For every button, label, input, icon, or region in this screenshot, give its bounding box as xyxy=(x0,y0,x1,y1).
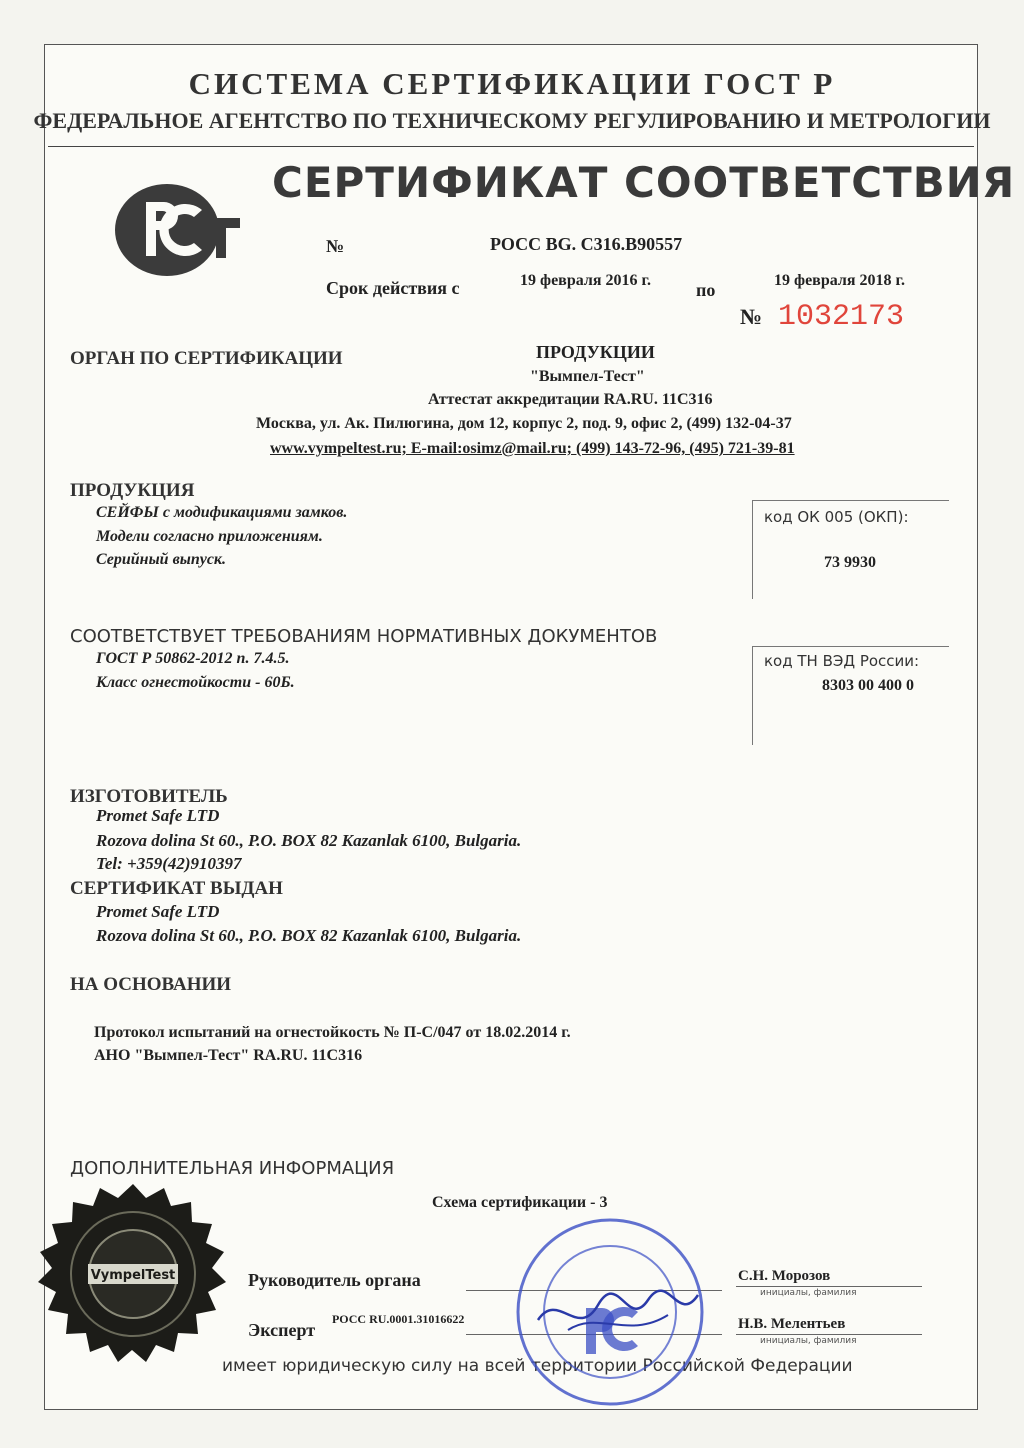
head-name-hint: инициалы, фамилия xyxy=(760,1288,857,1298)
certification-body-label: ОРГАН ПО СЕРТИФИКАЦИИ xyxy=(70,348,343,369)
expert-name: Н.В. Мелентьев xyxy=(738,1316,846,1332)
manufacturer-line: Tel: +359(42)910397 xyxy=(96,854,242,873)
basis-label: НА ОСНОВАНИИ xyxy=(70,974,232,995)
rst-logo-icon xyxy=(112,180,242,280)
to-label: по xyxy=(696,280,716,300)
issued-to-line: Promet Safe LTD xyxy=(96,902,220,921)
signature-icon xyxy=(528,1270,708,1350)
product-line: Серийный выпуск. xyxy=(96,551,227,568)
product-line: СЕЙФЫ с модификациями замков. xyxy=(96,504,348,521)
basis-line: Протокол испытаний на огнестойкость № П-С/047 от 18.02.2014 г. xyxy=(94,1024,571,1041)
manufacturer-line: Promet Safe LTD xyxy=(96,806,220,825)
tnved-code: 8303 00 400 0 xyxy=(822,677,914,694)
manufacturer-label: ИЗГОТОВИТЕЛЬ xyxy=(70,786,228,807)
blank-number: 1032173 xyxy=(778,300,905,334)
conformity-line: ГОСТ Р 50862-2012 п. 7.4.5. xyxy=(96,650,290,667)
accreditation: Аттестат аккредитации RA.RU. 11С316 xyxy=(428,391,713,408)
okp-code: 73 9930 xyxy=(824,554,876,571)
expert-registration: РОСС RU.0001.31016622 xyxy=(332,1312,465,1326)
body-contacts: www.vympeltest.ru; E-mail:osimz@mail.ru; (499) 143-72-96, (495) 721-39-81 xyxy=(270,440,795,457)
head-name: С.Н. Морозов xyxy=(738,1268,831,1284)
manufacturer-line: Rozova dolina St 60., P.O. BOX 82 Kazanlak 6100, Bulgaria. xyxy=(96,831,522,850)
gold-seal-icon xyxy=(8,1180,258,1400)
conformity-label: СООТВЕТСТВУЕТ ТРЕБОВАНИЯМ НОРМАТИВНЫХ ДОКУМЕНТОВ xyxy=(70,626,658,647)
expert-label: Эксперт xyxy=(248,1320,316,1340)
basis-line: АНО "Вымпел-Тест" RA.RU. 11С316 xyxy=(94,1047,363,1064)
valid-to: 19 февраля 2018 г. xyxy=(774,272,905,289)
blank-number-label: № xyxy=(740,304,763,329)
expert-name-hint: инициалы, фамилия xyxy=(760,1336,857,1346)
agency-name: ФЕДЕРАЛЬНОЕ АГЕНТСТВО ПО ТЕХНИЧЕСКОМУ РЕГУЛИРОВАНИЮ И МЕТРОЛОГИИ xyxy=(33,108,991,133)
product-label: ПРОДУКЦИЯ xyxy=(70,480,195,501)
conformity-line: Класс огнестойкости - 60Б. xyxy=(96,674,295,691)
validity-label: Срок действия с xyxy=(326,278,460,298)
issued-to-label: СЕРТИФИКАТ ВЫДАН xyxy=(70,878,283,899)
certificate-number-label: № xyxy=(326,236,345,256)
issued-to-line: Rozova dolina St 60., P.O. BOX 82 Kazanlak 6100, Bulgaria. xyxy=(96,926,522,945)
head-name-line xyxy=(736,1286,922,1287)
certification-body-name: "Вымпел-Тест" xyxy=(530,368,645,385)
system-title: СИСТЕМА СЕРТИФИКАЦИИ ГОСТ Р xyxy=(188,66,836,101)
additional-info-label: ДОПОЛНИТЕЛЬНАЯ ИНФОРМАЦИЯ xyxy=(70,1158,395,1179)
expert-name-line xyxy=(736,1334,922,1335)
certification-scheme: Схема сертификации - 3 xyxy=(432,1194,608,1211)
head-label: Руководитель органа xyxy=(248,1270,421,1290)
certificate-title: СЕРТИФИКАТ СООТВЕТСТВИЯ xyxy=(272,158,1016,207)
validity-note: имеет юридическую силу на всей территории Российской Федерации xyxy=(222,1356,853,1376)
valid-from: 19 февраля 2016 г. xyxy=(520,272,651,289)
product-line: Модели согласно приложениям. xyxy=(96,528,323,545)
certificate-number: РОСС BG. С316.В90557 xyxy=(490,234,683,254)
okp-code-label: код ОК 005 (ОКП): xyxy=(764,508,909,526)
header-divider xyxy=(48,146,974,147)
seal-text: VympelTest xyxy=(90,1268,176,1283)
certification-body-line1: ПРОДУКЦИИ xyxy=(536,342,655,362)
tnved-code-label: код ТН ВЭД России: xyxy=(764,652,920,670)
body-address: Москва, ул. Ак. Пилюгина, дом 12, корпус 2, под. 9, офис 2, (499) 132-04-37 xyxy=(256,415,792,432)
